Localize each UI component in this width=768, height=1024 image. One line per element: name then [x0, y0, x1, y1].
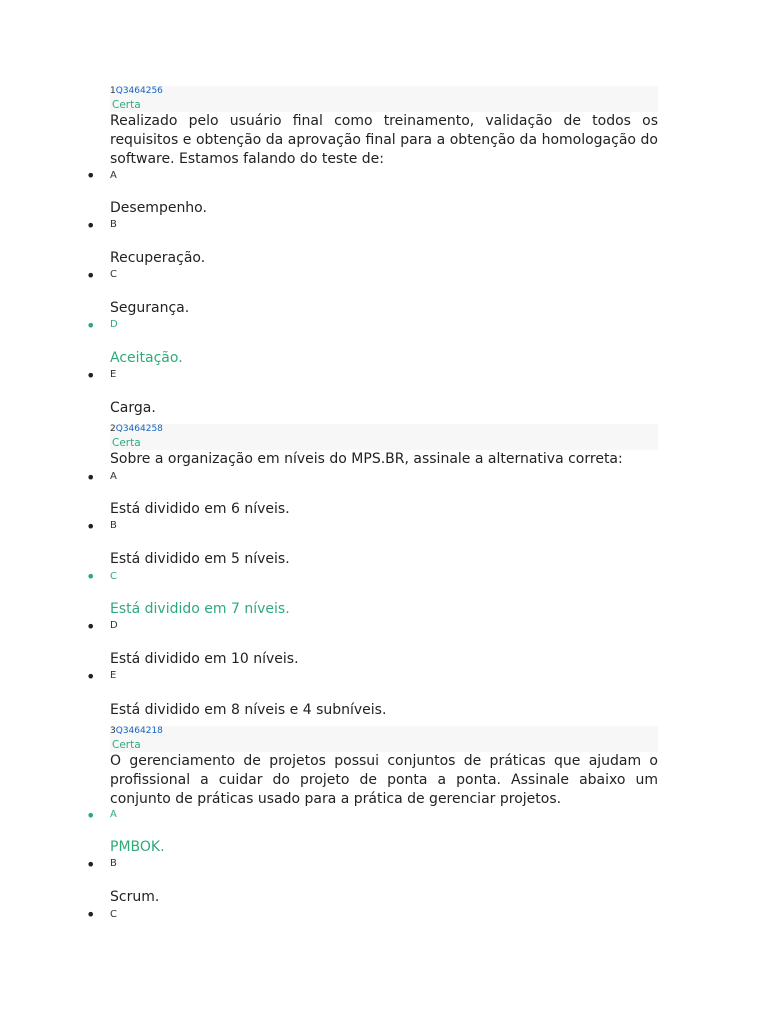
question-status: Certa [112, 99, 141, 111]
list-bullet: • [86, 567, 96, 586]
option-text[interactable]: Está dividido em 8 níveis e 4 subníveis. [110, 702, 387, 718]
option-letter-correct: C [110, 571, 117, 582]
option-text[interactable]: Scrum. [110, 889, 160, 905]
option-text-correct[interactable]: PMBOK. [110, 839, 165, 855]
option-letter: A [110, 471, 117, 482]
option-text-correct[interactable]: Está dividido em 7 níveis. [110, 601, 290, 617]
option-text[interactable]: Está dividido em 6 níveis. [110, 501, 290, 517]
option-letter: B [110, 858, 117, 869]
question-code-link[interactable]: Q3464256 [115, 86, 163, 96]
option-letter-correct: D [110, 319, 118, 330]
question-header [110, 86, 658, 112]
option-letter: A [110, 170, 117, 181]
question-header [110, 424, 658, 450]
option-letter: B [110, 219, 117, 230]
option-text-correct[interactable]: Aceitação. [110, 350, 183, 366]
option-letter: B [110, 520, 117, 531]
option-text[interactable]: Está dividido em 5 níveis. [110, 551, 290, 567]
option-text[interactable]: Segurança. [110, 300, 190, 316]
option-letter: C [110, 909, 117, 920]
list-bullet: • [86, 366, 96, 385]
option-letter: C [110, 269, 117, 280]
question-text: O gerenciamento de projetos possui conjuntos de práticas que ajudam o profissional a cuidar do projeto de ponta a ponta. Assinale abaixo um conjunto de práticas usado para a prática de gerenciar projetos. [110, 753, 658, 807]
option-text[interactable]: Desempenho. [110, 200, 207, 216]
question-text: Sobre a organização em níveis do MPS.BR, assinale a alternativa correta: [110, 451, 623, 467]
option-letter: E [110, 369, 117, 380]
question-code-link[interactable]: Q3464258 [115, 424, 163, 434]
question-text: Realizado pelo usuário final como treinamento, validação de todos os requisitos e obtenção da aprovação final para a obtenção da homologação do software. Estamos falando do teste de: [110, 113, 658, 167]
option-text[interactable]: Está dividido em 10 níveis. [110, 651, 299, 667]
question-status: Certa [112, 739, 141, 751]
question-status: Certa [112, 437, 141, 449]
list-bullet: • [86, 517, 96, 536]
list-bullet: • [86, 617, 96, 636]
list-bullet: • [86, 667, 96, 686]
list-bullet: • [86, 855, 96, 874]
list-bullet: • [86, 166, 96, 185]
list-bullet: • [86, 905, 96, 924]
option-letter: E [110, 670, 117, 681]
question-header [110, 726, 658, 752]
option-letter-correct: A [110, 809, 117, 820]
list-bullet: • [86, 316, 96, 335]
list-bullet: • [86, 806, 96, 825]
list-bullet: • [86, 468, 96, 487]
option-text[interactable]: Recuperação. [110, 250, 206, 266]
option-letter: D [110, 620, 118, 631]
question-number: 1Q3464256 [110, 86, 163, 96]
question-number: 3Q3464218 [110, 726, 163, 736]
question-code-link[interactable]: Q3464218 [115, 726, 163, 736]
option-text[interactable]: Carga. [110, 400, 156, 416]
question-number: 2Q3464258 [110, 424, 163, 434]
list-bullet: • [86, 216, 96, 235]
list-bullet: • [86, 266, 96, 285]
